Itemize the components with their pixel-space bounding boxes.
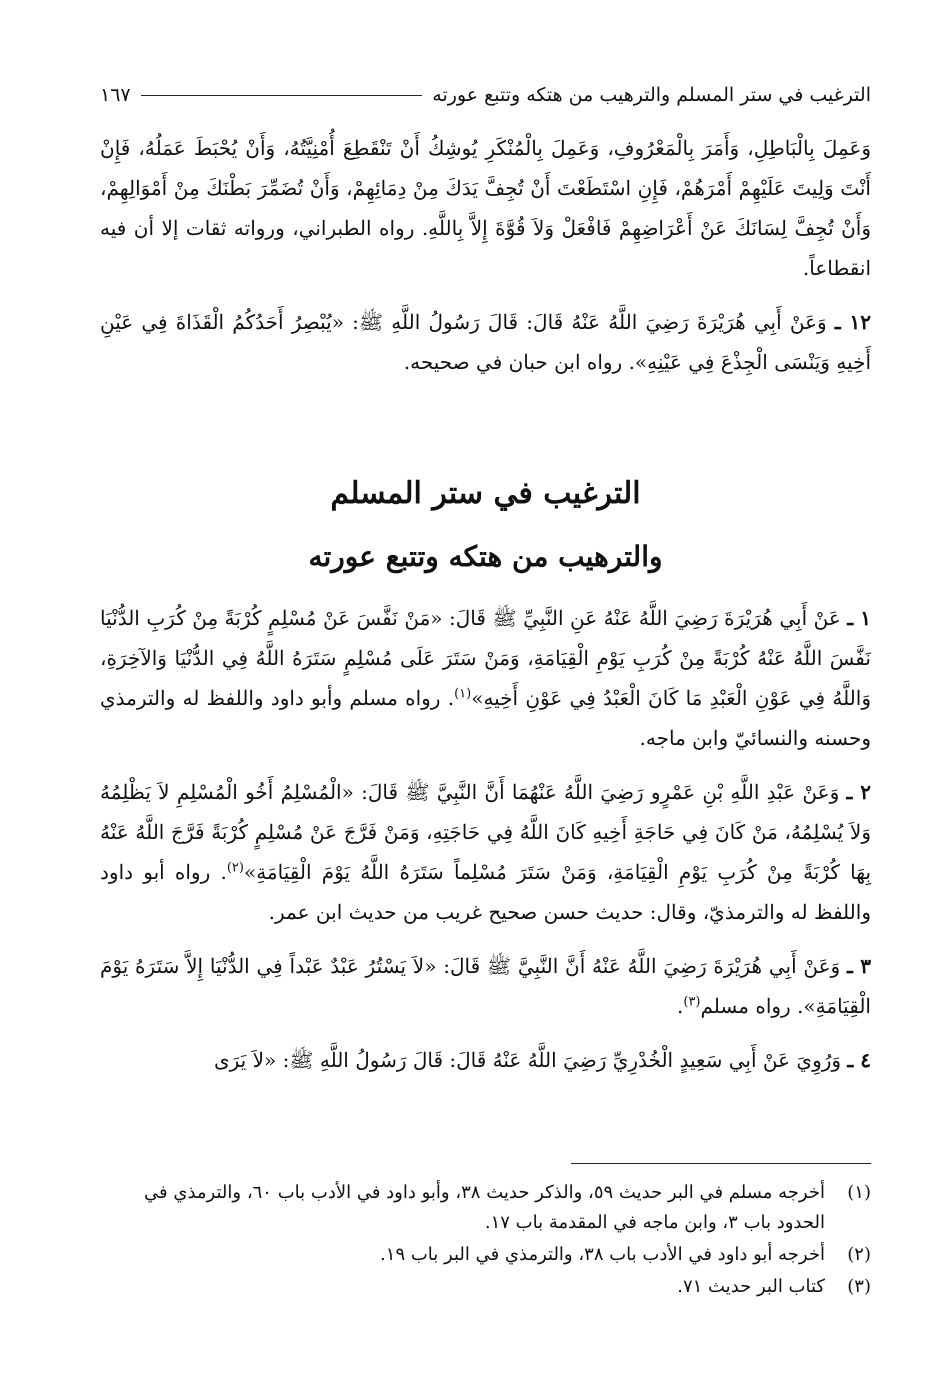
- hadith-number: ٣ ـ: [847, 954, 871, 978]
- footnote-text: كتاب البر حديث ٧١.: [677, 1276, 825, 1297]
- footnote-ref: (٣): [683, 994, 701, 1010]
- hadith-intro: وَعَنْ عَبْدِ اللَّهِ بْنِ عَمْرٍو رَضِيَ اللَّهُ عَنْهُمَا أَنَّ النَّبِيَّ ﷺ قَالَ:: [361, 780, 840, 804]
- hadith-source: . رواه أبو داود واللفظ له والترمذيّ، وقال: حديث حسن صحيح غريب من حديث ابن عمر.: [100, 860, 871, 924]
- hadith-number: ٤ ـ: [847, 1048, 871, 1072]
- hadith-quote: «لاَ يَسْتُرُ عَبْدٌ عَبْداً فِي الدُّنْيَا إِلاَّ سَتَرَهُ يَوْمَ الْقِيَامَةِ».: [100, 954, 871, 1018]
- footnote-number: (٣): [847, 1276, 871, 1297]
- section-block: [100, 468, 871, 1094]
- hadith-number: ٢ ـ: [846, 780, 872, 804]
- previous-section-text: [100, 128, 871, 396]
- hadith-quote: «لاَ يَرَى: [213, 1048, 277, 1072]
- footnote: [100, 1178, 871, 1238]
- hadith-paragraph-3: ٣ ـ وَعَنْ أَبِي هُرَيْرَةَ رَضِيَ اللَّهُ عَنْهُ أَنَّ النَّبِيَّ ﷺ قَالَ: «لاَ يَسْتُرُ عَبْدٌ عَبْداً فِي الدُّنْيَا إِلاَّ سَتَرَهُ يَوْمَ الْقِيَامَةِ». رواه مسلم$^{(٣)}$.: [100, 954, 871, 1018]
- hadith-source: . رواه مسلم وأبو داود واللفظ له والترمذي وحسنه والنسائيّ وابن ماجه.: [100, 686, 871, 750]
- running-title: الترغيب في ستر المسلم والترهيب من هتكه وتتبع عورته: [432, 84, 871, 106]
- hadith-paragraph-4: [100, 1040, 871, 1080]
- footnote-number: (٢): [847, 1244, 871, 1265]
- hadith-quote: «يُبْصِرُ أَحَدُكُمُ الْقَذَاةَ فِي عَيْنِ أَخِيهِ وَيَنْسَى الْجِذْعَ فِي عَيْنِهِ».: [100, 310, 871, 374]
- footnote-text: أخرجه أبو داود في الأدب باب ٣٨، والترمذي في البر باب ١٩.: [380, 1244, 825, 1265]
- footnote-number: (١): [847, 1182, 871, 1203]
- hadith-intro: وَعَنْ أَبِي هُرَيْرَةَ رَضِيَ اللَّهُ عَنْهُ أَنَّ النَّبِيَّ ﷺ قَالَ:: [443, 954, 841, 978]
- hadith-paragraph-2: [100, 772, 871, 932]
- hadith-source: رواه ابن حبان في صحيحه.: [403, 350, 623, 374]
- continuation-paragraph: وَعَمِلَ بِالْبَاطِلِ، وَأَمَرَ بِالْمَعْرُوفِ، وَعَمِلَ بِالْمُنْكَرِ يُوشِكُ أَنْ تَنْقَطِعَ أُمْنِيَّتُهُ، وَأَنْ يُحْبَطَ عَمَلُهُ، فَإِنْ أَنْتَ وَلِيتَ عَلَيْهِمْ أَمْرَهُمْ، فَإِنِ اسْتَطَعْتَ أَنْ تُجِفَّ يَدَكَ مِنْ دِمَائِهِمْ، وَأَنْ تُضَمِّرَ بَطْنَكَ مِنْ أَمْوَالِهِمْ، وَأَنْ تُجِفَّ لِسَانَكَ عَنْ أَعْرَاضِهِمْ فَافْعَلْ وَلاَ قُوَّةَ إِلاَّ بِاللَّهِ. رواه الطبراني، ورواته ثقات إلا أن فيه انقطاعاً.: [100, 136, 871, 280]
- footnote-text: أخرجه مسلم في البر حديث ٥٩، والذكر حديث ٣٨، وأبو داود في الأدب باب ٦٠، والترمذي في الحدود باب ٣، وابن ماجه في المقدمة باب ١٧.: [144, 1182, 825, 1233]
- hadith-quote: «الْمُسْلِمُ أَخُو الْمُسْلِمِ لاَ يَظْلِمُهُ وَلاَ يُسْلِمُهُ، مَنْ كَانَ فِي حَاجَةِ أَخِيهِ كَانَ اللَّهُ فِي حَاجَتِهِ، وَمَنْ فَرَّجَ عَنْ مُسْلِمٍ كُرْبَةً فَرَّجَ اللَّهُ عَنْهُ بِهَا كُرْبَةً مِنْ كُرَبِ يَوْمِ الْقِيَامَةِ، وَمَنْ سَتَرَ مُسْلِماً سَتَرَهُ اللَّهُ يَوْمَ الْقِيَامَةِ»: [100, 780, 872, 884]
- hadith-paragraph-12: [100, 302, 871, 382]
- running-header: [100, 78, 871, 112]
- footnote: [100, 1272, 871, 1302]
- footnote-ref: (٢): [226, 860, 244, 876]
- footnotes: [100, 1178, 871, 1304]
- hadith-intro: وَعَنْ أَبِي هُرَيْرَةَ رَضِيَ اللَّهُ عَنْهُ قَالَ: قَالَ رَسُولُ اللَّهِ ﷺ:: [352, 310, 827, 334]
- hadith-paragraph-1: [100, 598, 871, 758]
- hadith-source: رواه مسلم: [700, 994, 798, 1018]
- hadith-quote: «مَنْ نَفَّسَ عَنْ مُسْلِمٍ كُرْبَةً مِنْ كُرَبِ الدُّنْيَا نَفَّسَ اللَّهُ عَنْهُ كُرْبَةً مِنْ كُرَبِ يَوْمِ الْقِيَامَةِ، وَمَنْ سَتَرَ عَلَى مُسْلِمٍ سَتَرَهُ اللَّهُ فِي الدُّنْيَا وَالآخِرَةِ، وَاللَّهُ فِي عَوْنِ الْعَبْدِ مَا كَانَ الْعَبْدُ فِي عَوْنِ أَخِيهِ»: [100, 606, 871, 710]
- section-title-line-1: الترغيب في ستر المسلم: [330, 476, 641, 511]
- header-rule: [141, 95, 423, 96]
- hadith-number: ١٢ ـ: [834, 310, 872, 334]
- hadith-number: ١ ـ: [847, 606, 872, 630]
- hadith-intro: عَنْ أَبِي هُرَيْرَةَ رَضِيَ اللَّهُ عَنْهُ عَنِ النَّبِيِّ ﷺ قَالَ:: [449, 606, 841, 630]
- footnote-ref: (١): [454, 686, 472, 702]
- section-title-line-2: والترهيب من هتكه وتتبع عورته: [308, 540, 663, 573]
- footnote: [100, 1240, 871, 1270]
- hadith-intro: وَرُوِيَ عَنْ أَبِي سَعِيدٍ الْخُدْرِيِّ رَضِيَ اللَّهُ عَنْهُ قَالَ: قَالَ رَسُولُ اللَّهِ ﷺ:: [282, 1048, 842, 1072]
- page-number: ١٦٧: [100, 84, 131, 106]
- footnote-separator: [571, 1163, 871, 1164]
